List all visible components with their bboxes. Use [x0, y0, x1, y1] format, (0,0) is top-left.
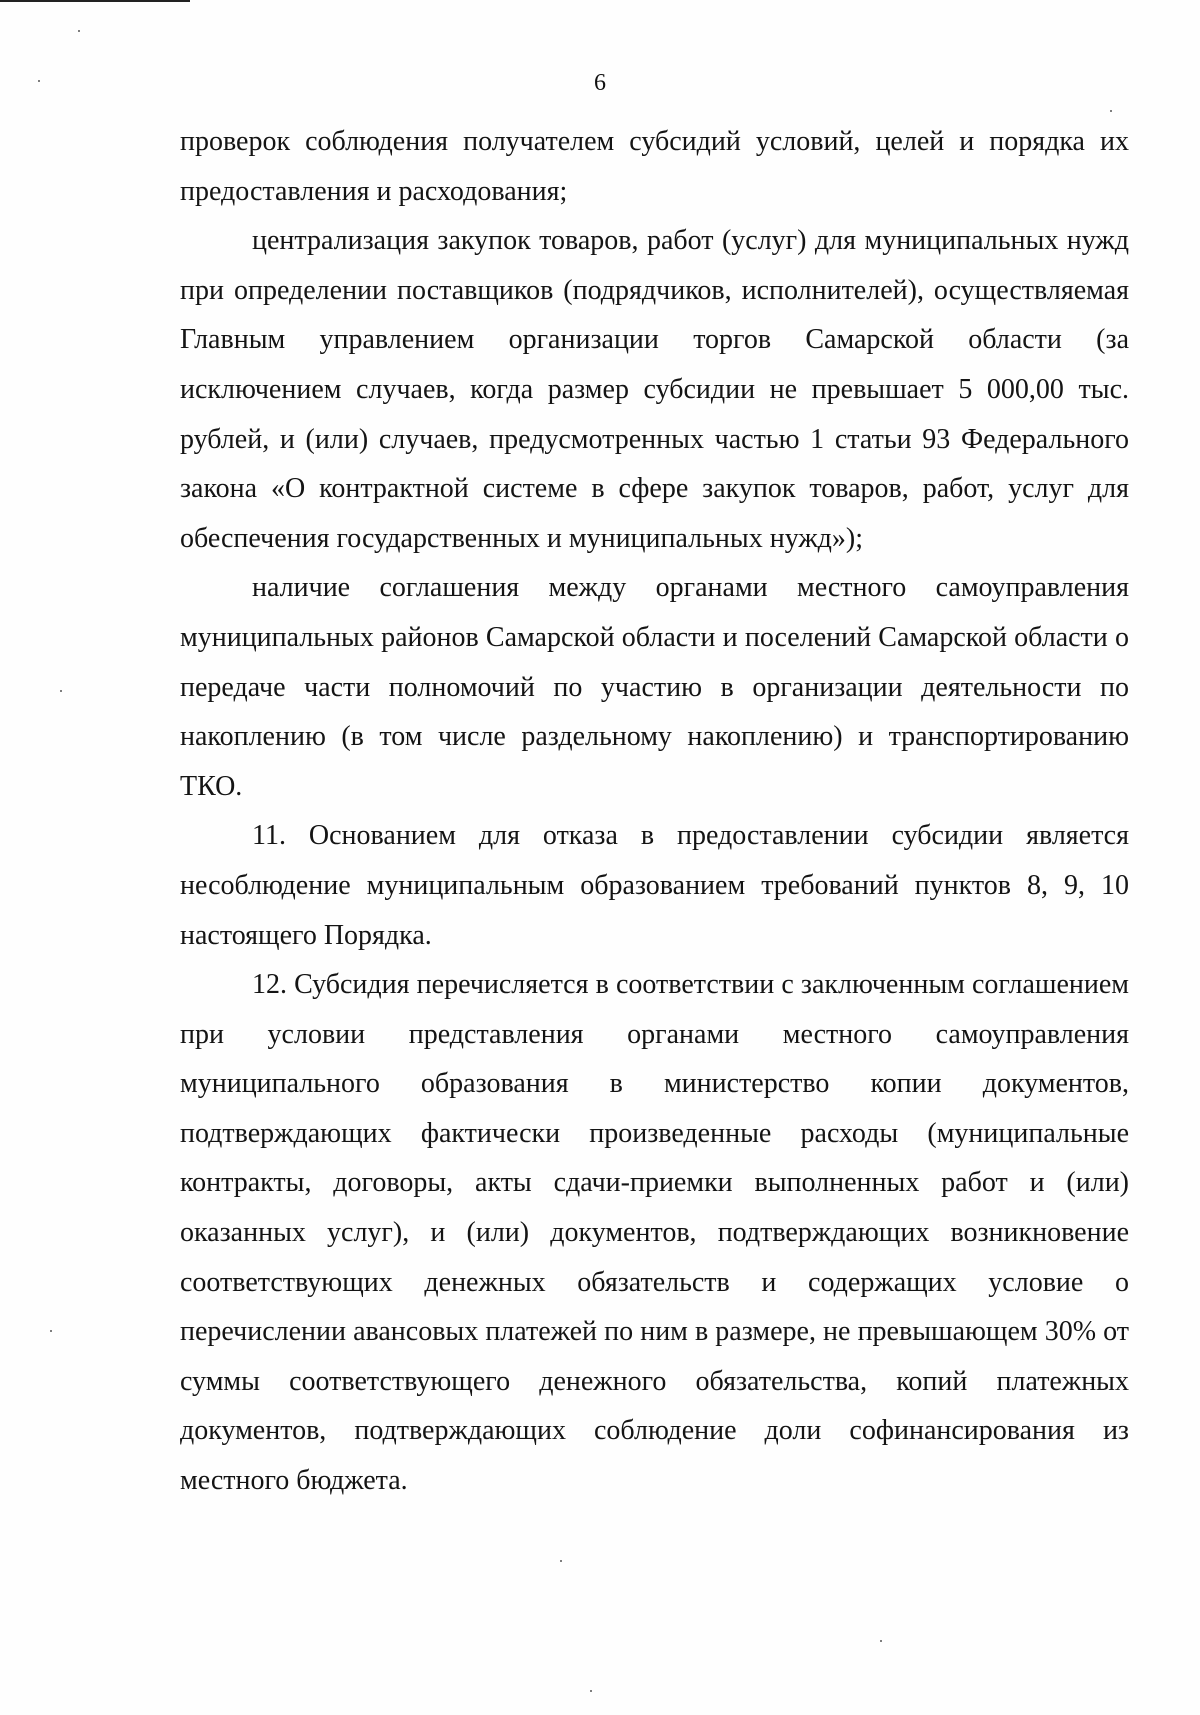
scan-speck [60, 690, 62, 692]
scan-speck [1110, 110, 1112, 112]
paragraph-agreement: наличие соглашения между органами местного самоуправления муниципальных районов Самарской области и поселений Самарской области о передаче части полномочий по участию в организации деятельности по накоплению (в том числе раздельному накоплению) и транспортированию ТКО. [180, 572, 1136, 802]
paragraph-clause-11: 11. Основанием для отказа в предоставлении субсидии является несоблюдение муниципальным образованием требований пунктов 8, 9, 10 настоящего Порядка. [180, 820, 1136, 951]
document-body [180, 117, 1136, 1506]
scan-speck [560, 1560, 562, 1562]
scan-speck [880, 1640, 882, 1642]
scan-speck [38, 80, 40, 82]
scan-speck [590, 1690, 592, 1692]
scan-edge-line [0, 0, 190, 2]
paragraph-clause-12: 12. Субсидия перечисляется в соответствии с заключенным соглашением при условии представления органами местного самоуправления муниципального образования в министерство копии документов, подтверждающих фактически произведенные расходы (муниципальные контракты, договоры, акты сдачи-приемки выполненных работ и (или) оказанных услуг), и (или) документов, подтверждающих возникновение соответствующих денежных обязательств и содержащих условие о перечислении авансовых платежей по ним в размере, не превышающем 30% от суммы соответствующего денежного обязательства, копий платежных документов, подтверждающих соблюдение доли софинансирования из местного бюджета. [180, 969, 1136, 1497]
paragraph-centralization: централизация закупок товаров, работ (услуг) для муниципальных нужд при определении поставщиков (подрядчиков, исполнителей), осуществляемая Главным управлением организации торгов Самарской области (за исключением случаев, когда размер субсидии не превышает 5 000,00 тыс. рублей, и (или) случаев, предусмотренных частью 1 статьи 93 Федерального закона «О контрактной системе в сфере закупок товаров, работ, услуг для обеспечения государственных и муниципальных нужд»); [180, 225, 1136, 554]
paragraph-checks: проверок соблюдения получателем субсидий условий, целей и порядка их предоставления и расходования; [180, 126, 1136, 207]
scan-speck [50, 1330, 52, 1332]
scan-speck [78, 30, 80, 32]
page-number: 6 [594, 70, 606, 96]
